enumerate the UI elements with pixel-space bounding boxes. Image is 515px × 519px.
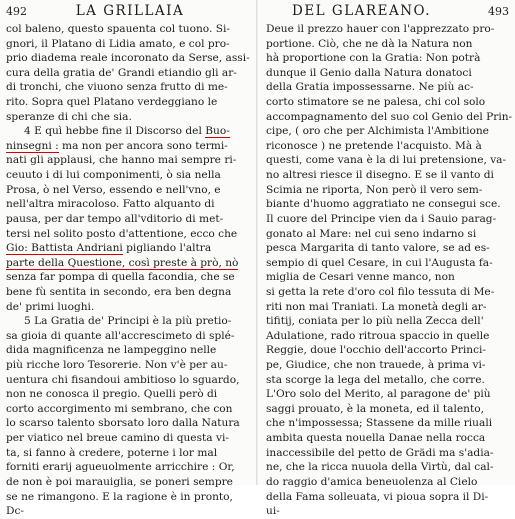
line-text: ceuuto i di lui componimenti, ò sia nella (6, 169, 221, 182)
line-text: della Gratia impossessarne. Ne più ac- (266, 81, 474, 94)
line-text: ui- (266, 505, 280, 518)
right-running-head: DEL GLAREANO. (292, 3, 432, 19)
line-text: riconosce ) ne pretende l'acquisto. Mà à (266, 139, 482, 152)
line-text: senza far pompa di quella facondia, che se (6, 271, 235, 284)
line-text: Scimia ne riporta, Non però il vero sem- (266, 183, 483, 196)
line-text: cipe, ( oro che per Alchimista l'Ambitione (266, 125, 489, 138)
text-line (6, 153, 249, 168)
text-line (6, 51, 249, 66)
right-page-header (266, 2, 509, 21)
line-text: portione. Ciò, che ne dà la Natura non (266, 37, 473, 50)
text-line (6, 387, 249, 402)
line-text: non ne conosca il pregio. Quelli però di (6, 388, 218, 401)
line-text: della Fama solleuata, vi pioua sopra il Di- (266, 490, 489, 503)
text-line (6, 343, 249, 358)
line-text: dida magnificenza ne lampeggino nelle (6, 344, 217, 357)
text-line (6, 460, 249, 475)
line-text: cura della gratia de' Grandi etiandio gli ar- (6, 66, 237, 79)
text-line (6, 416, 249, 431)
line-text: rito. Sopra quel Platano verdeggiano le (6, 96, 218, 109)
line-text: Deue il prezzo hauer con l'apprezzato pro- (266, 23, 495, 35)
text-line (266, 153, 509, 168)
text-line (6, 80, 249, 95)
line-text: Adulatione, rado ritroua spaccio in quelle (266, 329, 490, 342)
line-text: si getta la rete d'oro col filo tessuta di Me- (266, 285, 495, 298)
text-line (6, 270, 249, 285)
line-text: biante d'huomo aggratiato ne consegui sce. (266, 198, 501, 211)
text-line (6, 314, 249, 329)
text-line (266, 431, 509, 446)
text-line (6, 256, 249, 271)
right-page-text (266, 22, 513, 519)
text-line (6, 139, 249, 154)
line-text: sa gioia di quante all'accrescimeto di splé- (6, 329, 235, 342)
text-line (6, 37, 249, 52)
line-text: gonato al Mare: nel cui seno indarno si (266, 227, 477, 240)
line-text: per viatico nel breue camino di questa vi- (6, 432, 229, 445)
line-text: 5 La Gratia de' Principi è la più pretio- (24, 315, 232, 328)
line-text: L'Oro solo del Merito, al paragone de' più (266, 388, 491, 401)
line-text: tifitij, coniata per lo più nella Zecca dell' (266, 315, 484, 328)
line-text: lo scarso talento sborsato loro dalla Natura (6, 417, 240, 430)
line-text: ma non per ancora sono termi- (58, 139, 228, 152)
text-line (266, 241, 509, 256)
text-line (6, 475, 249, 490)
line-text: che n'impossessa; Stassene da mille riuali (266, 417, 493, 430)
text-line (266, 80, 509, 95)
left-page (0, 0, 257, 518)
text-line (266, 183, 509, 198)
line-text: tersi nel solito posto d'attentione, ecco che (6, 227, 238, 240)
line-text: sta scorge la lega del metallo, che corre. (266, 373, 485, 386)
text-line (6, 241, 249, 256)
text-line (266, 373, 509, 388)
line-text: nell'altra miracoloso. Fatto alquanto di (6, 198, 215, 211)
line-text: uentura chi fisandoui ambitioso lo sguardo, (6, 373, 240, 386)
text-line (6, 183, 249, 198)
text-line (266, 285, 509, 300)
text-line (266, 168, 509, 183)
line-text: no altresi riesce il disegno. E se il vanto di (266, 169, 494, 182)
line-text: forniti erarij agueuolmente arricchire : Or, (6, 461, 235, 474)
text-line (266, 66, 509, 81)
text-line (6, 300, 249, 315)
text-line (266, 314, 509, 329)
line-text: questi, come vana è la di lui pretensione, va- (266, 154, 507, 167)
text-line (6, 431, 249, 446)
text-line (266, 212, 509, 227)
text-line (266, 300, 509, 315)
text-line (6, 373, 249, 388)
text-line (266, 124, 509, 139)
line-text: più ricche loro Tesorerie. Non v'è per au- (6, 359, 228, 372)
line-text: pe, Giudice, che non trauede, à prima vi- (266, 359, 486, 372)
line-text: Reggie, doue l'occhio dell'accorto Princi- (266, 344, 486, 357)
right-page (258, 0, 515, 518)
underlined-name: ninsegni : (6, 139, 59, 152)
text-line (266, 139, 509, 154)
underlined-name: Gio: Battista Andriani (6, 242, 123, 255)
line-text: pigliando l'altra (122, 242, 212, 255)
line-text: speranze di chi che sia. (6, 110, 132, 123)
line-text: sempio di quel Cesare, in cui l'Augusta fa- (266, 256, 493, 269)
line-text: prio diadema reale incoronato da Serse, assi- (6, 52, 250, 65)
line-text: dunque il Genio dalla Natura donatoci (266, 66, 472, 79)
text-line (6, 95, 249, 110)
line-text: Dc- (6, 505, 25, 518)
line-text: Il cuore del Principe vien da i Sauio parag- (266, 212, 497, 225)
text-line (6, 212, 249, 227)
line-text: ambita questa nouella Danae nella rocca (266, 432, 486, 445)
line-text: miglia de Cesari venne manco, non (266, 271, 455, 284)
text-line (6, 227, 249, 242)
line-text: saggi prouato, è la moneta, ed il talento, (266, 402, 484, 415)
line-text: corto accorgimento mi sembrano, che con (6, 402, 233, 415)
text-line (266, 256, 509, 271)
text-line (6, 168, 249, 183)
line-text: inaccessibile del petto de Grädi ma s'adia- (266, 446, 494, 459)
text-line (266, 227, 509, 242)
text-line (266, 490, 509, 505)
text-line (266, 446, 509, 461)
left-running-head: LA GRILLAIA (75, 3, 185, 19)
text-line (266, 270, 509, 285)
text-line (6, 197, 249, 212)
text-line (6, 22, 249, 37)
text-line (266, 402, 509, 417)
line-text: col baleno, questo spauenta col tuono. Si- (6, 23, 230, 35)
text-line (266, 358, 509, 373)
line-text: hà proportione con la Gratia: Non potrà (266, 52, 481, 65)
line-text: corto stimatore se ne palesa, chi col solo (266, 96, 486, 109)
line-text: ta, si fanno à credere, poterne i lor mal (6, 446, 218, 459)
text-line (266, 416, 509, 431)
text-line (266, 110, 513, 125)
underlined-name: Buo- (205, 125, 230, 138)
text-line (266, 22, 509, 37)
line-text: nati gli applausi, che hanno mai sempre ri- (6, 154, 237, 167)
line-text: de non è poi marauiglia, se poneri sempre (6, 475, 233, 488)
text-line (6, 504, 249, 519)
left-page-header (6, 2, 249, 21)
line-text: do raggio d'amica beneuolenza al Cielo (266, 475, 478, 488)
line-text: ne, che la ricca nuuola della Virtù, dal cal- (266, 461, 494, 474)
right-page-number: 493 (488, 5, 509, 18)
text-line (6, 358, 249, 373)
text-line (266, 475, 509, 490)
text-line (266, 460, 509, 475)
left-page-text (6, 22, 249, 519)
text-line (6, 110, 249, 125)
text-line (266, 37, 509, 52)
underlined-text: parte della Questione, così preste à prò, nò (6, 256, 239, 269)
line-text: de' primi luoghi. (6, 300, 95, 313)
text-line (266, 343, 509, 358)
line-text: se ne rimangono. E la ragione è in pronto, (6, 490, 233, 503)
line-text: bene fù sentita in secondo, era ben degna (6, 285, 232, 298)
line-text: gnori, il Platano di Lidia amato, e col pro- (6, 37, 230, 50)
text-line (266, 329, 509, 344)
text-line (6, 124, 249, 139)
text-line (266, 197, 509, 212)
line-text: di tronchi, che viuono senza frutto di me- (6, 81, 228, 94)
left-page-number: 492 (6, 5, 27, 18)
line-text: 4 E quì hebbe fine il Discorso del (24, 125, 206, 138)
line-text: Prosa, ò nel Verso, essendo e nell'vno, e (6, 183, 221, 196)
text-line (6, 490, 249, 505)
line-text: riti non mai Traniati. La monetà degli ar- (266, 300, 487, 313)
line-text: pausa, per dar tempo all'vditorio di met- (6, 212, 224, 225)
text-line (6, 285, 249, 300)
text-line (266, 51, 509, 66)
text-line (266, 95, 509, 110)
text-line (6, 446, 249, 461)
text-line (266, 504, 509, 519)
line-text: accompagnamento del suo col Genio del Prin- (266, 110, 513, 123)
text-line (266, 387, 509, 402)
text-line (6, 402, 249, 417)
text-line (6, 66, 249, 81)
text-line (6, 329, 249, 344)
line-text: pesca Margarita di tanto valore, se ad es- (266, 242, 490, 255)
